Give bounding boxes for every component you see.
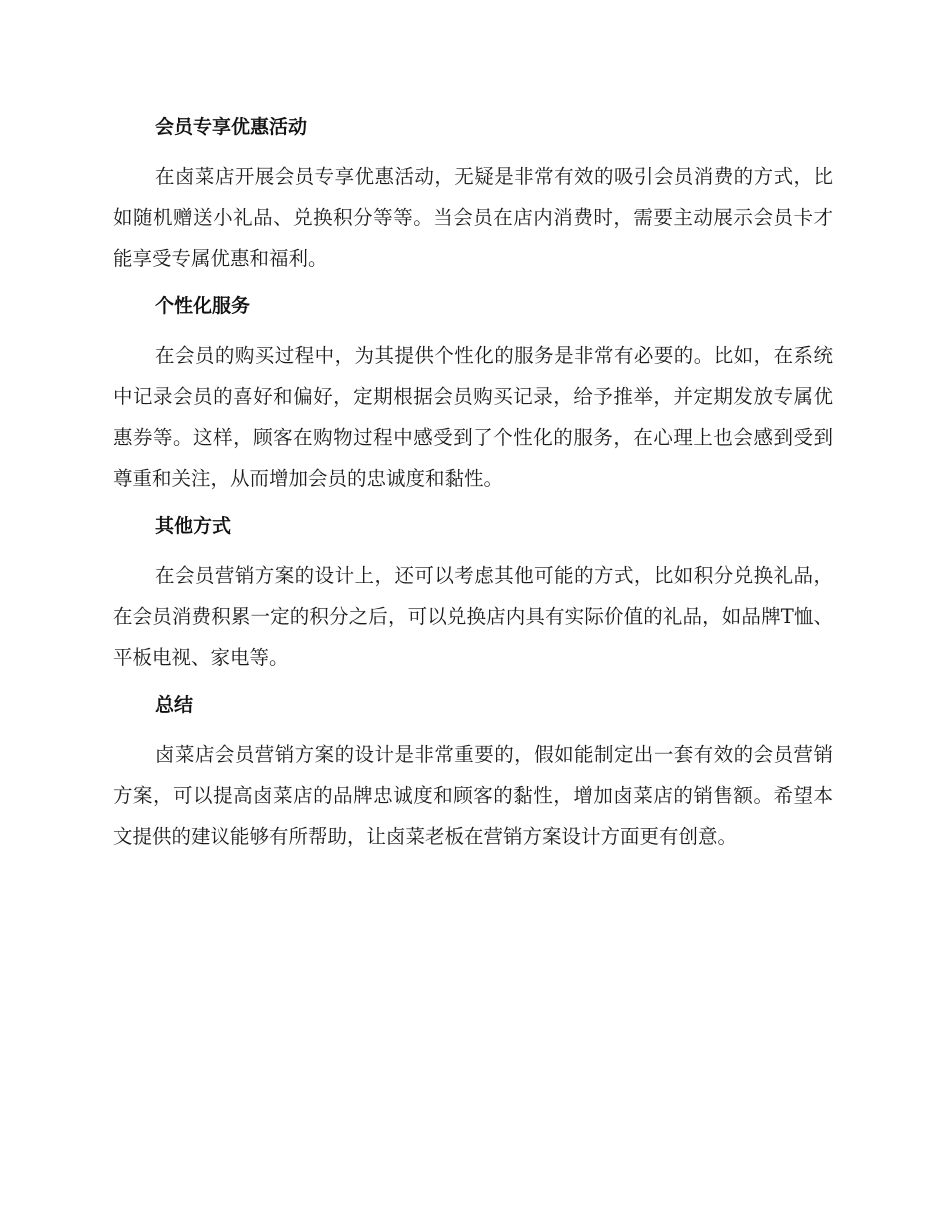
section-heading: 其他方式	[155, 515, 232, 537]
section-paragraph: 在卤菜店开展会员专享优惠活动，无疑是非常有效的吸引会员消费的方式，比如随机赠送小礼品、兑换积分等等。当会员在店内消费时，需要主动展示会员卡才能享受专属优惠和福利。	[113, 165, 833, 270]
section-paragraph: 在会员营销方案的设计上，还可以考虑其他可能的方式，比如积分兑换礼品，在会员消费积累一定的积分之后，可以兑换店内具有实际价值的礼品，如品牌T恤、平板电视、家电等。	[113, 564, 833, 669]
section-paragraph: 卤菜店会员营销方案的设计是非常重要的，假如能制定出一套有效的会员营销方案，可以提高卤菜店的品牌忠诚度和顾客的黏性，增加卤菜店的销售额。希望本文提供的建议能够有所帮助，让卤菜老板在营销方案设计方面更有创意。	[113, 743, 833, 848]
section-heading: 总结	[155, 694, 194, 716]
document-page	[113, 110, 833, 867]
section-member-exclusive-offers	[113, 110, 833, 279]
section-paragraph: 在会员的购买过程中，为其提供个性化的服务是非常有必要的。比如，在系统中记录会员的喜好和偏好，定期根据会员购买记录，给予推举，并定期发放专属优惠券等。这样，顾客在购物过程中感受到了个性化的服务，在心理上也会感到受到尊重和关注，从而增加会员的忠诚度和黏性。	[113, 344, 833, 490]
section-summary	[113, 688, 833, 857]
section-personalized-service	[113, 289, 833, 499]
section-heading: 个性化服务	[155, 295, 251, 317]
section-other-methods	[113, 509, 833, 678]
section-heading: 会员专享优惠活动	[155, 116, 308, 138]
